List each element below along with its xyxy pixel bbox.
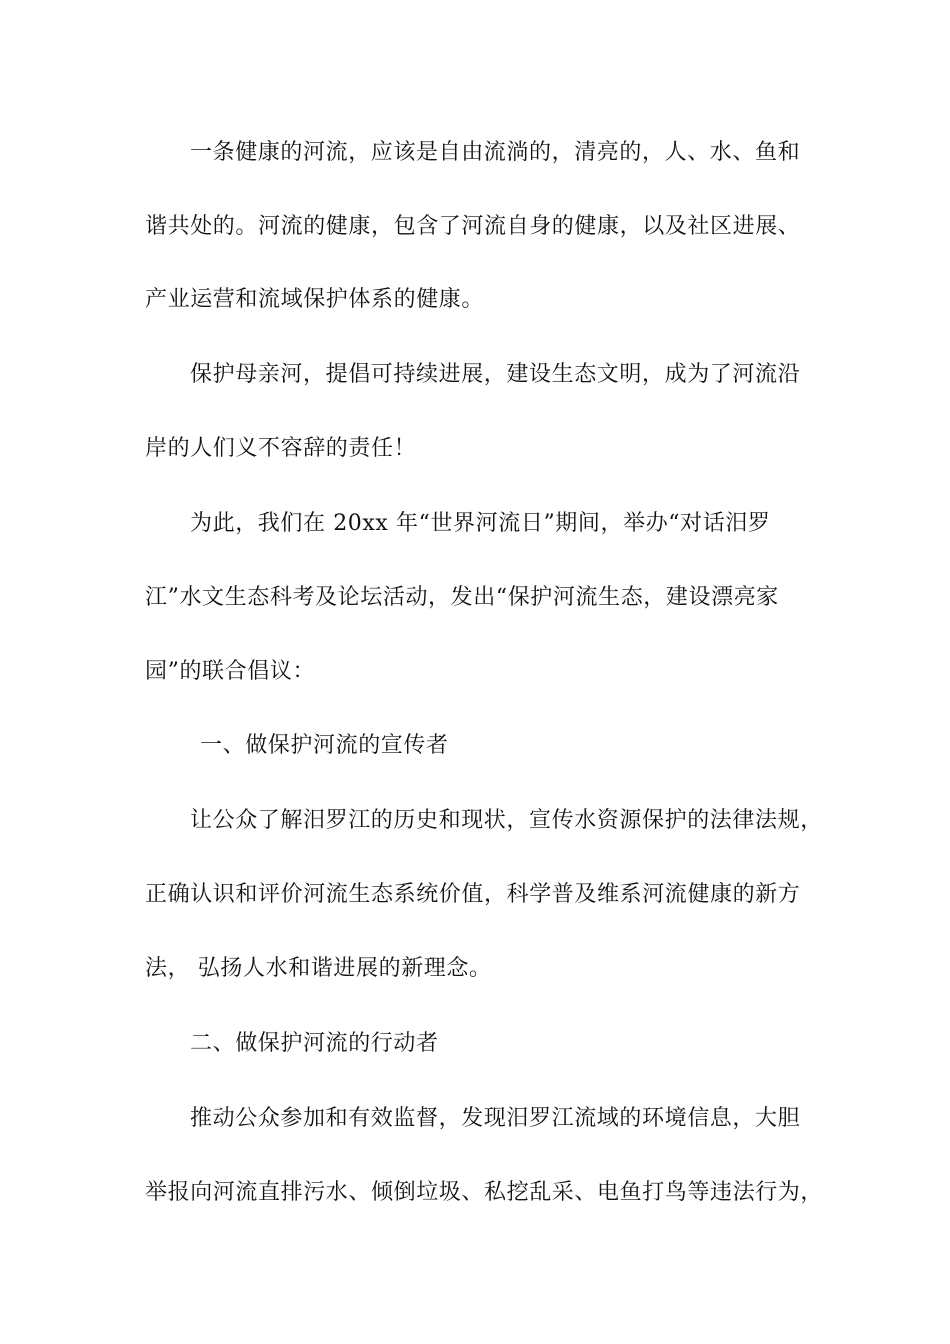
paragraph-4-line-3: 法， 弘扬人水和谐进展的新理念。 <box>145 956 492 981</box>
paragraph-2-line-2: 岸的人们义不容辞的责任！ <box>145 436 417 461</box>
paragraph-1-line-3: 产业运营和流域保护体系的健康。 <box>145 287 485 312</box>
paragraph-2-line-1: 保护母亲河，提倡可持续进展，建设生态文明，成为了河流沿 <box>190 362 801 387</box>
paragraph-3-line-3: 园”的联合倡议： <box>145 659 316 684</box>
section-heading-2: 二、做保护河流的行动者 <box>190 1031 439 1056</box>
paragraph-1-line-1: 一条健康的河流，应该是自由流淌的，清亮的，人、水、鱼和 <box>190 140 801 165</box>
paragraph-3-line-1: 为此，我们在 20xx 年“世界河流日”期间，举办“对话汨罗 <box>190 511 771 536</box>
section-heading-1: 一、做保护河流的宣传者 <box>200 733 449 758</box>
paragraph-5-line-2: 举报向河流直排污水、倾倒垃圾、私挖乱采、电鱼打鸟等违法行为， <box>145 1180 824 1205</box>
paragraph-4-line-1: 让公众了解汨罗江的历史和现状，宣传水资源保护的法律法规， <box>190 808 823 833</box>
paragraph-1-line-2: 谐共处的。河流的健康，包含了河流自身的健康，以及社区进展、 <box>145 214 801 239</box>
paragraph-3-line-2: 江”水文生态科考及论坛活动，发出“保护河流生态，建设漂亮家 <box>145 585 779 610</box>
paragraph-4-line-2: 正确认识和评价河流生态系统价值，科学普及维系河流健康的新方 <box>145 882 801 907</box>
paragraph-5-line-1: 推动公众参加和有效监督，发现汨罗江流域的环境信息，大胆 <box>190 1106 801 1131</box>
